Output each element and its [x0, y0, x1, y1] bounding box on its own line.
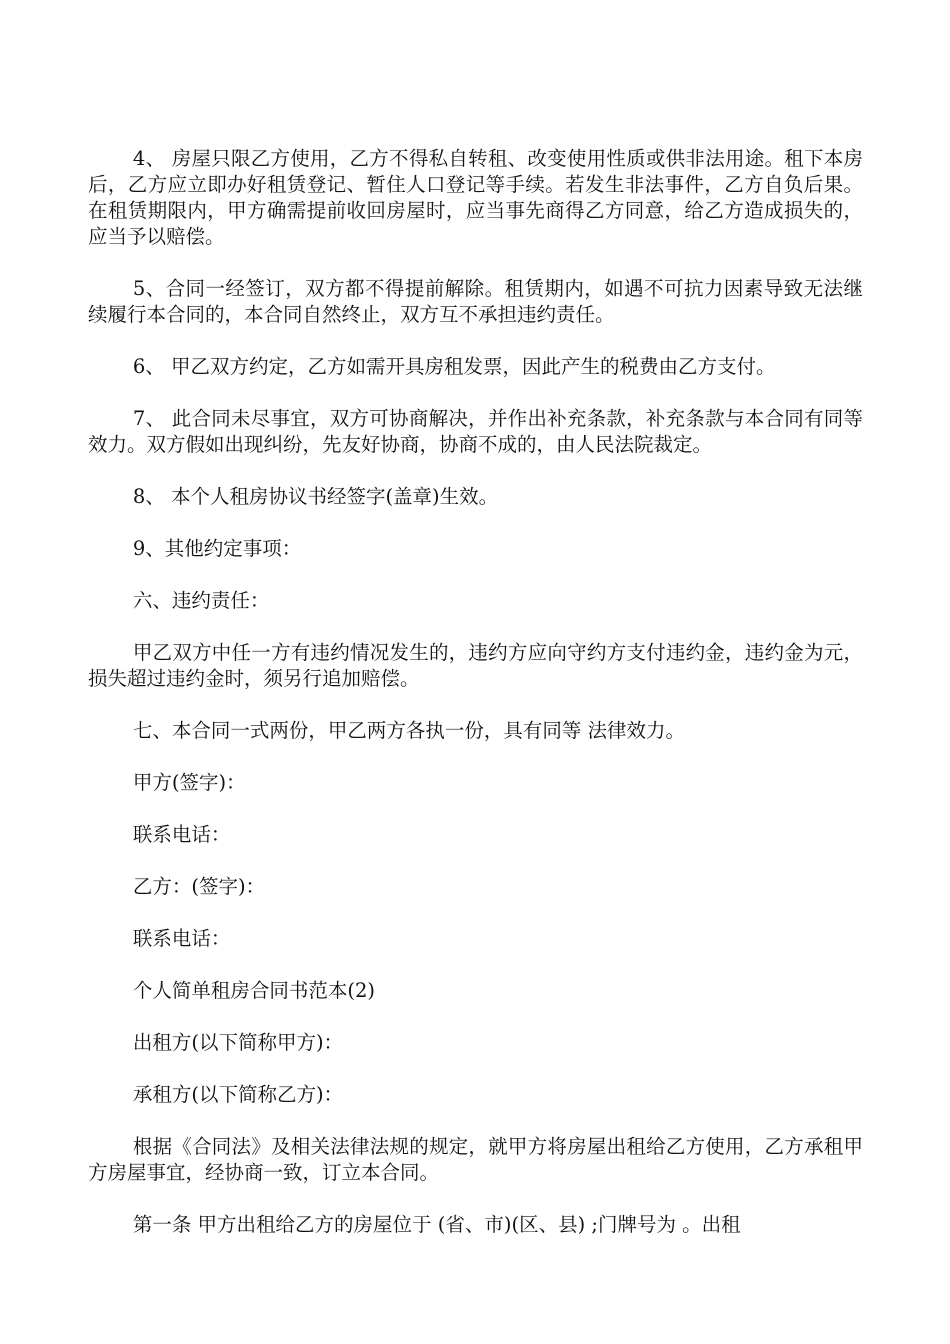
- party-a-phone: 联系电话：: [132, 823, 231, 846]
- clause-4: 4、 房屋只限乙方使用，乙方不得私自转租、改变使用性质或供非法用途。租下本房后，乙方应立即办好租赁登记、暂住人口登记等手续。若发生非法事件，乙方自负后果。在租赁期限内，甲方确需提前收回房屋时，应当事先商得乙方同意，给乙方造成损失的，应当予以赔偿。: [88, 147, 863, 248]
- breach-liability-text: 甲乙双方中任一方有违约情况发生的，违约方应向守约方支付违约金，违约金为元，损失超过违约金时，须另行追加赔偿。: [88, 641, 863, 690]
- clause-7: 7、 此合同未尽事宜，双方可协商解决，并作出补充条款，补充条款与本合同有同等效力。双方假如出现纠纷，先友好协商，协商不成的，由人民法院裁定。: [88, 407, 863, 456]
- clause-6: 6、 甲乙双方约定，乙方如需开具房租发票，因此产生的税费由乙方支付。: [132, 355, 776, 378]
- clause-9: 9、其他约定事项：: [132, 537, 302, 560]
- document-page: [88, 146, 863, 1264]
- clause-5: 5、合同一经签订，双方都不得提前解除。租赁期内，如遇不可抗力因素导致无法继续履行本合同的，本合同自然终止，双方互不承担违约责任。: [88, 277, 863, 326]
- section-heading-breach: 六、违约责任：: [132, 589, 270, 612]
- lessor-line: 出租方(以下简称甲方)：: [132, 1031, 344, 1054]
- article-1: 第一条 甲方出租给乙方的房屋位于 (省、市)(区、县) ;门牌号为 。出租: [132, 1213, 741, 1236]
- party-a-signature: 甲方(签字)：: [132, 771, 246, 794]
- party-b-signature: 乙方：(签字)：: [132, 875, 266, 898]
- contract-template-title: 个人简单租房合同书范本(2): [132, 979, 375, 1002]
- lessee-line: 承租方(以下简称乙方)：: [132, 1083, 344, 1106]
- party-b-phone: 联系电话：: [132, 927, 231, 950]
- clause-8: 8、 本个人租房协议书经签字(盖章)生效。: [132, 485, 499, 508]
- contract-preamble: 根据《合同法》及相关法律法规的规定，就甲方将房屋出租给乙方使用，乙方承租甲方房屋事宜，经协商一致，订立本合同。: [88, 1135, 863, 1184]
- section-copies: 七、本合同一式两份，甲乙两方各执一份，具有同等 法律效力。: [132, 719, 686, 742]
